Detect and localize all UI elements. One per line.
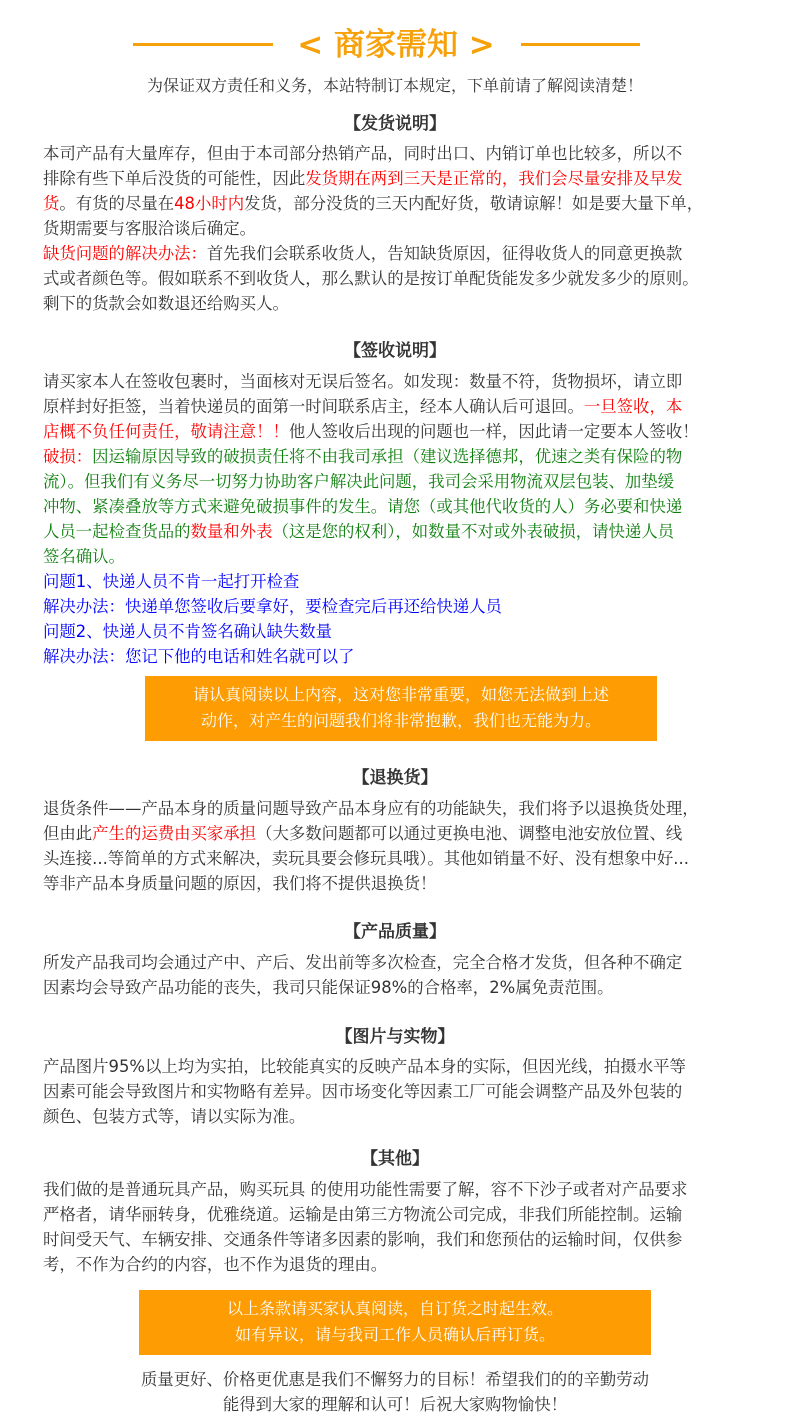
paragraph-line xyxy=(43,796,783,821)
section-body-signing xyxy=(43,369,783,669)
section-body-quality xyxy=(43,950,783,1000)
paragraph-line xyxy=(43,1227,783,1252)
paragraph-line xyxy=(43,241,783,266)
text-segment: （大多数问题都可以通过更换电池、调整电池安放位置、线 xyxy=(256,824,683,843)
highlighted-text-blue: 问题2、快递人员不肯签名确认缺失数量 xyxy=(43,622,333,641)
section-body-other xyxy=(43,1177,783,1277)
paragraph-line xyxy=(43,644,783,669)
paragraph-line xyxy=(43,519,783,544)
text-segment: 但由此 xyxy=(43,824,93,843)
section-body-images xyxy=(43,1054,783,1129)
paragraph-line xyxy=(43,871,783,896)
text-segment: 等非产品本身质量问题的原因，我们将不提供退换货！ xyxy=(43,874,437,893)
section-heading-signing: 【签收说明】 xyxy=(344,341,446,361)
paragraph-line xyxy=(43,950,783,975)
highlighted-text-green: （这是您的权利），如数量不对或外表破损，请快递人员 xyxy=(272,522,675,541)
closing-line: 质量更好、价格更优惠是我们不懈努力的目标！希望我们的的辛勤劳动 xyxy=(140,1370,650,1389)
highlighted-text-red: 产生的运费由买家承担 xyxy=(92,824,257,843)
notice-box-terms xyxy=(139,1290,651,1355)
page-title: < 商家需知 > xyxy=(297,27,495,63)
paragraph-line xyxy=(43,1202,783,1227)
paragraph-line xyxy=(43,191,783,216)
text-segment: 头连接...等简单的方式来解决，卖玩具要会修玩具哦）。其他如销量不好、没有想象中好... xyxy=(43,849,689,868)
page-title-row xyxy=(0,22,790,68)
text-segment: 因素可能会导致图片和实物略有差异。因市场变化等因素工厂可能会调整产品及外包装的 xyxy=(43,1082,683,1101)
highlighted-text-red: 48小时内 xyxy=(174,194,245,213)
notice-line: 动作，对产生的问题我们将非常抱歉，我们也无能为力。 xyxy=(200,711,601,730)
notice-line: 请认真阅读以上内容，这对您非常重要，如您无法做到上述 xyxy=(192,685,609,704)
paragraph-line xyxy=(43,394,783,419)
highlighted-text-red: 一旦签收，本 xyxy=(583,397,683,416)
text-segment: 排除有些下单后没货的可能性，因此 xyxy=(43,169,306,188)
highlighted-text-red: 数量和外表 xyxy=(190,522,273,541)
section-heading-returns: 【退换货】 xyxy=(352,768,438,788)
paragraph-line xyxy=(43,569,783,594)
highlighted-text-red: 店概不负任何责任，敬请注意！！ xyxy=(43,422,289,441)
text-segment: 产品图片95%以上均为实拍，比较能真实的反映产品本身的实际，但因光线，拍摄水平等 xyxy=(43,1057,686,1076)
highlighted-text-red: 破损： xyxy=(43,447,93,466)
paragraph-line xyxy=(43,266,783,291)
text-segment: 我们做的是普通玩具产品，购买玩具 的使用功能性需要了解，容不下沙子或者对产品要求 xyxy=(43,1180,688,1199)
text-segment: 首先我们会联系收货人，告知缺货原因，征得收货人的同意更换款 xyxy=(206,244,683,263)
highlighted-text-green: 签名确认。 xyxy=(43,547,125,566)
text-segment: 颜色、包装方式等，请以实际为准。 xyxy=(43,1107,306,1126)
text-segment: 原样封好拒签，当着快递员的面第一时间联系店主，经本人确认后可退回。 xyxy=(43,397,584,416)
highlighted-text-red: 发货期在两到三天是正常的，我们会尽量安排及早发 xyxy=(305,169,683,188)
title-divider-left xyxy=(133,43,273,46)
text-segment: 货期需要与客服洽谈后确定。 xyxy=(43,219,257,238)
highlighted-text-green: 流）。但我们有义务尽一切努力协助客户解决此问题，我司会采用物流双层包装、加垫缓 xyxy=(43,472,675,491)
text-segment: 剩下的货款会如数退还给购买人。 xyxy=(43,294,289,313)
section-heading-quality: 【产品质量】 xyxy=(344,922,446,942)
text-segment: 他人签收后出现的问题也一样，因此请一定要本人签收！ xyxy=(288,422,699,441)
paragraph-line xyxy=(43,444,783,469)
highlighted-text-blue: 问题1、快递人员不肯一起打开检查 xyxy=(43,572,300,591)
paragraph-line xyxy=(43,166,783,191)
text-segment: 式或者颜色等。假如联系不到收货人，那么默认的是按订单配货能发多少就发多少的原则。 xyxy=(43,269,699,288)
highlighted-text-green: 人员一起检查货品的 xyxy=(43,522,191,541)
highlighted-text-blue: 解决办法：快递单您签收后要拿好，要检查完后再还给快递人员 xyxy=(43,597,502,616)
text-segment: 时间受天气、车辆安排、交通条件等诸多因素的影响，我们和您预估的运输时间，仅供参 xyxy=(43,1230,683,1249)
text-segment: 严格者，请华丽转身，优雅绕道。运输是由第三方物流公司完成，非我们所能控制。运输 xyxy=(43,1205,683,1224)
highlighted-text-blue: 解决办法：您记下他的电话和姓名就可以了 xyxy=(43,647,355,666)
text-segment: 所发产品我司均会通过产中、产后、发出前等多次检查，完全合格才发货，但各种不确定 xyxy=(43,953,683,972)
closing-line: 能得到大家的理解和认可！后祝大家购物愉快！ xyxy=(222,1395,568,1414)
text-segment: 考，不作为合约的内容，也不作为退货的理由。 xyxy=(43,1255,388,1274)
paragraph-line xyxy=(43,619,783,644)
text-segment: 退货条件——产品本身的质量问题导致产品本身应有的功能缺失，我们将予以退换货处理， xyxy=(43,799,699,818)
paragraph-line xyxy=(43,369,783,394)
section-heading-shipping: 【发货说明】 xyxy=(344,114,446,134)
section-heading-other: 【其他】 xyxy=(361,1149,429,1169)
paragraph-line xyxy=(43,846,783,871)
text-segment: 。有货的尽量在 xyxy=(59,194,175,213)
section-body-shipping xyxy=(43,141,783,316)
notice-box-read-carefully xyxy=(145,676,657,741)
paragraph-line xyxy=(43,1079,783,1104)
text-segment: 发货，部分没货的三天内配好货，敬请谅解！如是要大量下单， xyxy=(244,194,704,213)
paragraph-line xyxy=(43,1252,783,1277)
paragraph-line xyxy=(43,419,783,444)
notice-line: 以上条款请买家认真阅读，自订货之时起生效。 xyxy=(226,1299,563,1318)
section-body-returns xyxy=(43,796,783,896)
page-subtitle: 为保证双方责任和义务，本站特制订本规定，下单前请了解阅读清楚！ xyxy=(146,76,643,95)
paragraph-line xyxy=(43,141,783,166)
text-segment: 本司产品有大量库存，但由于本司部分热销产品，同时出口、内销订单也比较多，所以不 xyxy=(43,144,683,163)
paragraph-line xyxy=(43,216,783,241)
paragraph-line xyxy=(43,469,783,494)
title-divider-right xyxy=(521,43,640,46)
section-heading-images: 【图片与实物】 xyxy=(335,1027,455,1047)
paragraph-line xyxy=(43,975,783,1000)
paragraph-line xyxy=(43,1104,783,1129)
paragraph-line xyxy=(43,1177,783,1202)
paragraph-line xyxy=(43,291,783,316)
paragraph-line xyxy=(43,1054,783,1079)
highlighted-text-red: 货 xyxy=(43,194,60,213)
text-segment: 请买家本人在签收包裹时，当面核对无误后签名。如发现：数量不符，货物损坏，请立即 xyxy=(43,372,683,391)
paragraph-line xyxy=(43,821,783,846)
text-segment: 因素均会导致产品功能的丧失，我司只能保证98%的合格率，2%属免责范围。 xyxy=(43,978,614,997)
highlighted-text-red: 缺货问题的解决办法： xyxy=(43,244,207,263)
closing-message xyxy=(0,1367,790,1417)
highlighted-text-green: 因运输原因导致的破损责任将不由我司承担（建议选择德邦，优速之类有保险的物 xyxy=(92,447,683,466)
highlighted-text-green: 冲物、紧凑叠放等方式来避免破损事件的发生。请您（或其他代收货的人）务必要和快递 xyxy=(43,497,683,516)
paragraph-line xyxy=(43,594,783,619)
paragraph-line xyxy=(43,544,783,569)
paragraph-line xyxy=(43,494,783,519)
notice-line: 如有异议，请与我司工作人员确认后再订货。 xyxy=(234,1325,555,1344)
